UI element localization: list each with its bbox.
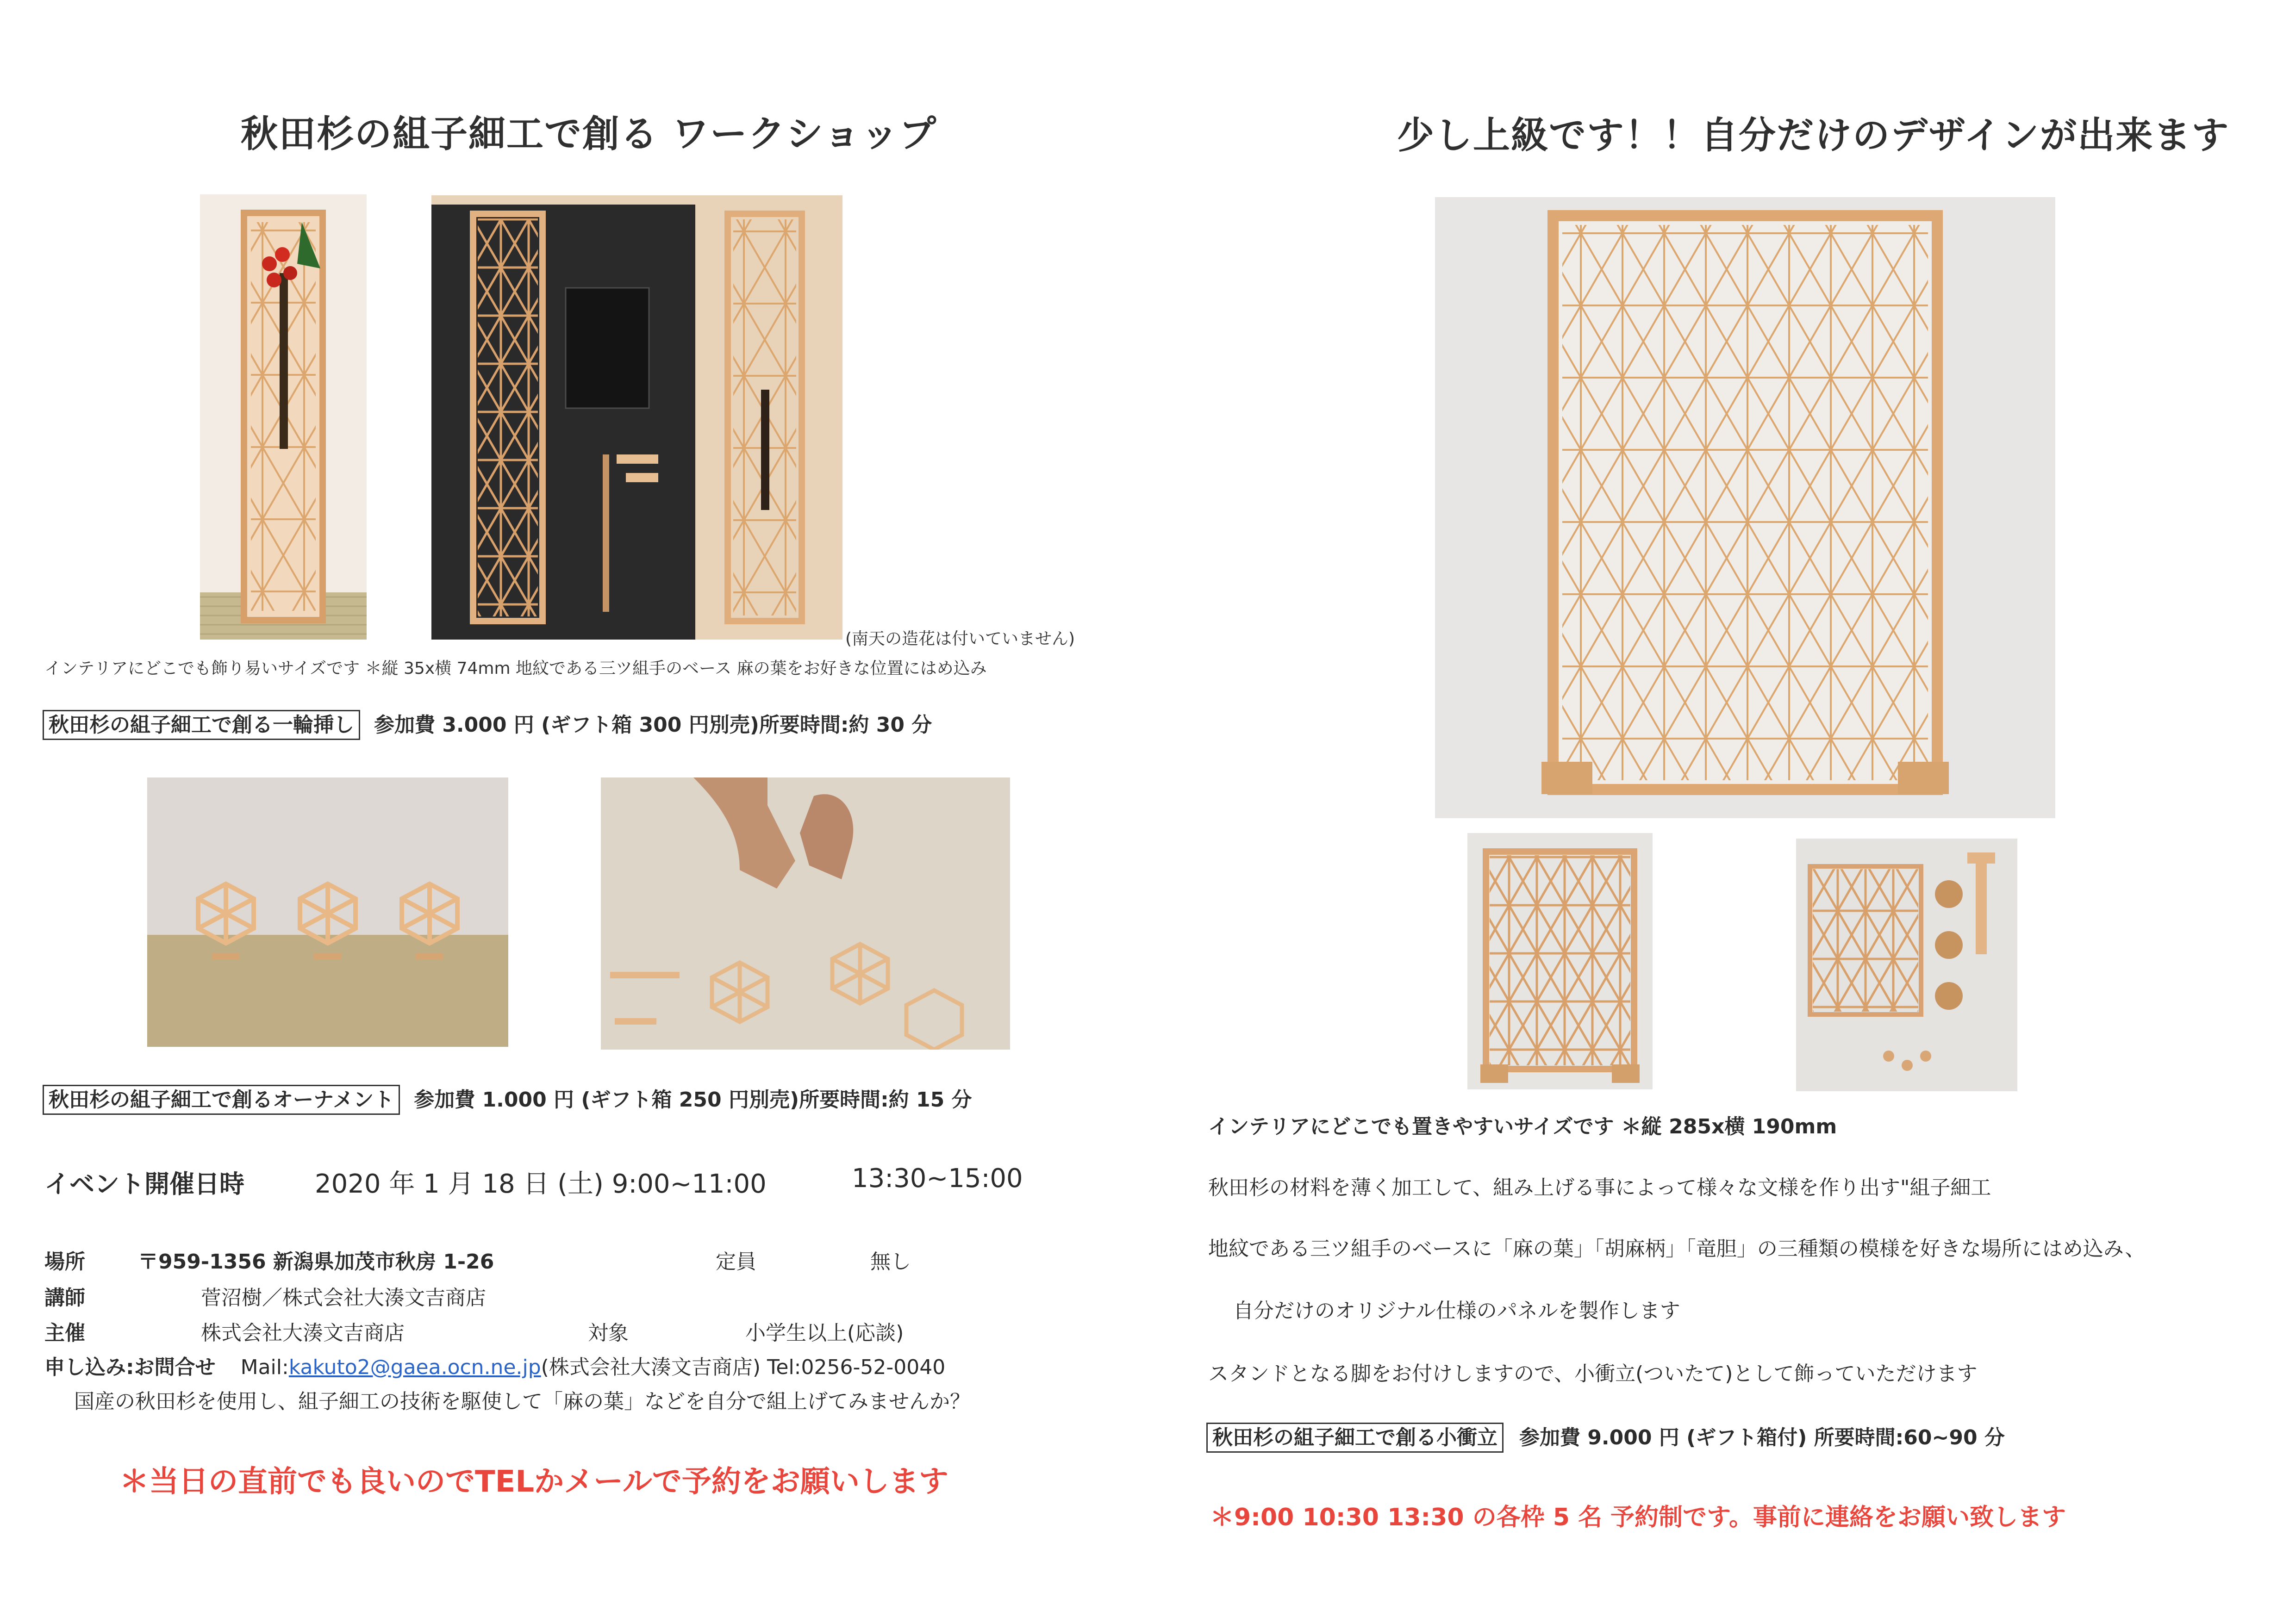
course3-detail: 参加費 9.000 円 (ギフト箱付) 所要時間:60~90 分 — [1519, 1426, 2005, 1449]
course1-detail: 参加費 3.000 円 (ギフト箱 300 円別売)所要時間:約 30 分 — [374, 713, 932, 737]
photo-note: (南天の造花は付いていません) — [845, 629, 1075, 648]
ornament-photo — [147, 777, 508, 1047]
parts-photo — [1796, 839, 2017, 1091]
place-label: 場所 — [44, 1250, 85, 1274]
kit-photo — [431, 195, 842, 640]
course1-row — [43, 708, 932, 738]
interior-caption: インテリアにどこでも飾り易いサイズです ＊縦 35x横 74mm 地紋である三ツ組手のベース 麻の葉をお好きな位置にはめ込み — [44, 659, 987, 678]
target-label: 対象 — [588, 1321, 629, 1345]
course2-name: 秋田杉の組子細工で創るオーナメント — [43, 1085, 400, 1115]
course2-detail: 参加費 1.000 円 (ギフト箱 250 円別売)所要時間:約 15 分 — [414, 1088, 972, 1112]
event-date: 2020 年 1 月 18 日 (土) 9:00~11:00 — [315, 1169, 767, 1199]
screen-photo — [1435, 197, 2055, 818]
course1-name: 秋田杉の組子細工で創る一輪挿し — [43, 710, 360, 740]
right-title: 少し上級です！！自分だけのデザインが出来ます — [1397, 114, 2230, 157]
target-value: 小学生以上(応談) — [745, 1321, 904, 1345]
right-notice: ＊9:00 10:30 13:30 の各枠 5 名 予約制です。事前に連絡をお願い致します — [1210, 1504, 2066, 1531]
assembling-photo — [601, 777, 1010, 1050]
event-time2: 13:30~15:00 — [852, 1163, 1023, 1194]
course3-name: 秋田杉の組子細工で創る小衝立 — [1206, 1423, 1504, 1453]
capacity-label: 定員 — [716, 1250, 756, 1274]
desc3: 自分だけのオリジナル仕様のパネルを製作します — [1233, 1299, 1680, 1323]
size-text: インテリアにどこでも置きやすいサイズです ＊縦 285x横 190mm — [1208, 1115, 1837, 1138]
apply-row — [44, 1350, 945, 1380]
host-value: 株式会社大湊文吉商店 — [201, 1321, 405, 1345]
teacher-value: 菅沼樹／株式会社大湊文吉商店 — [201, 1286, 486, 1310]
capacity-value: 無し — [870, 1250, 911, 1274]
vase-photo — [200, 194, 367, 640]
desc4: スタンドとなる脚をお付けしますので、小衝立(ついたて)として飾っていただけます — [1208, 1362, 1978, 1386]
place-value: 〒959-1356 新潟県加茂市秋房 1-26 — [138, 1250, 494, 1274]
apply-label: 申し込み:お問合せ — [44, 1356, 216, 1379]
host-label: 主催 — [44, 1321, 85, 1345]
teacher-label: 講師 — [44, 1286, 85, 1310]
course3-row — [1206, 1421, 2005, 1450]
mail-prefix: Mail: — [240, 1356, 289, 1379]
mail-suffix: (株式会社大湊文吉商店) Tel:0256-52-0040 — [541, 1356, 946, 1379]
course2-row — [43, 1083, 972, 1113]
desc2: 地紋である三ツ組手のベースに「麻の葉」「胡麻柄」「竜胆」の三種類の模様を好きな場所にはめ込み、 — [1208, 1237, 2146, 1261]
panel-photo — [1467, 833, 1653, 1089]
event-label: イベント開催日時 — [44, 1169, 244, 1199]
left-notice: ＊当日の直前でも良いのでTELかメールで予約をお願いします — [119, 1465, 948, 1499]
mail-link[interactable]: kakuto2@gaea.ocn.ne.jp — [288, 1356, 541, 1379]
intro-text: 国産の秋田杉を使用し、組子細工の技術を駆使して「麻の葉」などを自分で組上げてみませんか？ — [74, 1390, 970, 1413]
desc1: 秋田杉の材料を薄く加工して、組み上げる事によって様々な文様を作り出す"組子細工 — [1208, 1176, 1991, 1200]
left-title: 秋田杉の組子細工で創る ワークショップ — [241, 112, 937, 155]
